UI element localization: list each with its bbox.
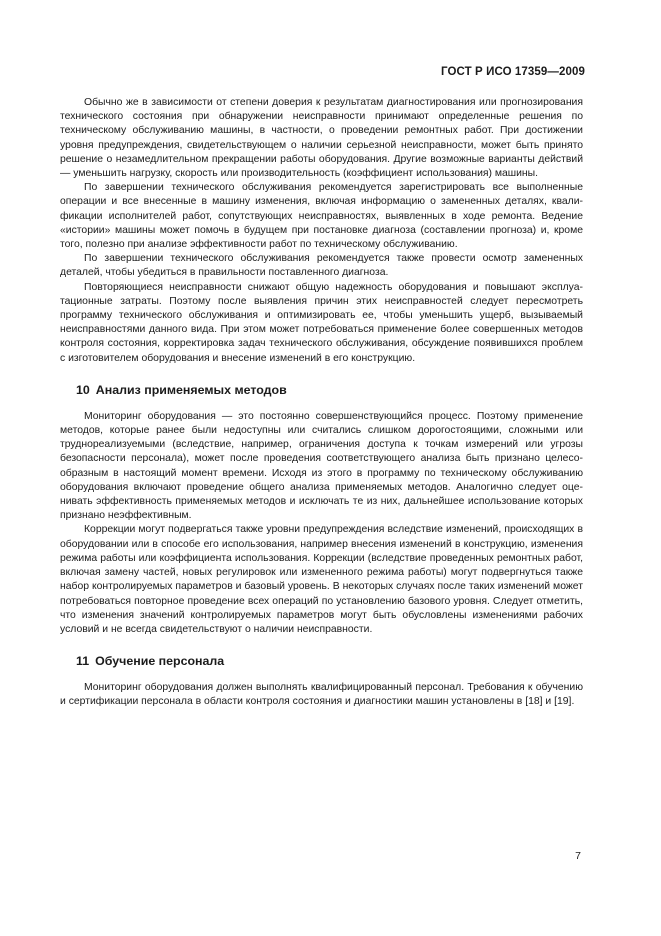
paragraph: Обычно же в зависимости от степени доверия к результатам диагностирования или прогнозирования технического состояния при обнаружении неисправности принимают определенные решения по техническому обслуживанию машины, в частности, о проведении ремонтных работ. При достижении уровня предупреждения, свидетельствующем о наличии серьезной неисправности, может быть принято решение о незамедлительном прекращении работы оборудования. Другие возможные варианты действий — уменьшить нагрузку, скорость или производительность (коэффициент использования) машины. (60, 97, 583, 180)
section-number: 11 (76, 654, 90, 669)
section-title: Обучение персонала (95, 654, 225, 669)
section-number: 10 (76, 382, 90, 397)
paragraph: По завершении технического обслуживания рекомендуется также провести осмотр замененных деталей, чтобы убедиться в правильности поставленного диагноза. (60, 253, 583, 279)
paragraph: По завершении технического обслуживания рекомендуется зарегистрировать все выполненные операции и все внесенные в машину изменения, включая информацию о замененных деталях, квалификации исполнителей работ, сопутствующих неисправностях, выявленных в ходе ремонта. Ведение «истории» машины может помочь в будущем при постановке диагноза (составлении прогноза) и, кроме того, полезно при анализе эффективности работ по техническому обслуживанию. (60, 182, 583, 251)
paragraph: Коррекции могут подвергаться также уровни предупреждения вследствие изменений, происходящих в оборудовании или в способе его использования, например внесения изменений в конструкцию, изменения режима работы или коэффициента использования. Коррекции (вследствие проведенных ремонтных работ, включая замену частей, новых регулировок или измененного режима работы) могут подвергнуться также набор контролируемых параметров и базовый уровень. В некоторых случаях после таких изменений может потребоваться повторное проведение всех операций по установлению базового уровня. Следует отметить, что изменения значений контролируемых параметров могут быть обусловлены изменениями рабочих условий и не всегда свидетельствуют о наличии неисправности. (60, 524, 583, 635)
section-title: Анализ применяемых методов (95, 382, 287, 397)
document-code: ГОСТ Р ИСО 17359—2009 (440, 66, 585, 78)
paragraph: Повторяющиеся неисправности снижают общую надежность оборудования и повышают эксплуатационные затраты. Поэтому после выявления причин этих неисправностей следует пересмотреть программу технического обслуживания и оптимизировать ее, чтобы уменьшить ущерб, вызываемый неисправностями данного вида. При этом может потребоваться применение более совершенных методов контроля состояния, корректировка задач технического обслуживания, обсуждение появившихся проблем с изготовителем оборудования и внесение изменений в его конструкцию. (60, 281, 583, 364)
section-11-heading (60, 653, 583, 669)
section-10-heading (60, 382, 583, 398)
paragraph: Мониторинг оборудования должен выполнять квалифицированный персонал. Требования к обучению и сертификации персонала в области контроля состояния и диагностики машин установлены в [18] и [19]. (60, 682, 583, 708)
page-content (60, 96, 583, 710)
page-number: 7 (575, 850, 581, 862)
paragraph: Мониторинг оборудования — это постоянно совершенствующийся процесс. Поэтому применение методов, которые ранее были недоступны или считались слишком дорогостоящими, сложными или труднореализуемыми (вследствие, например, ограничения доступа к точкам измерений или угрозы безопасности персонала), может после проведения соответствующего анализа быть признано целесообразным в настоящий момент времени. Исходя из этого в программу по техническому обслуживанию оборудования включают проведение общего анализа применяемых методов. Аналогично следует оценивать эффективность применяемых методов и исключать те из них, дальнейшее использование которых признано неэффективным. (60, 410, 583, 522)
